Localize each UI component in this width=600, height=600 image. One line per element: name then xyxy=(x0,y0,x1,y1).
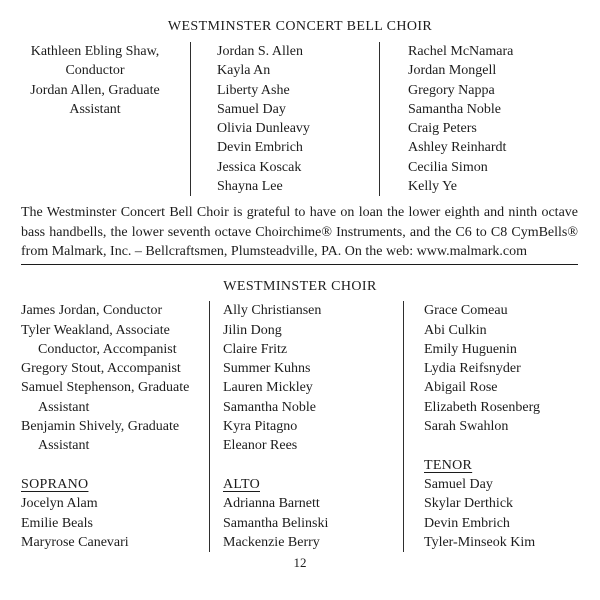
loan-acknowledgment-paragraph: The Westminster Concert Bell Choir is grateful to have on loan the lower eighth and ninth octave bass handbells, the lower seventh octave Choirchime® Instruments, and the C6 to C8 CymBells® from Malmark, Inc. – Bellcraftsmen, Plumsteadville, PA. On the web: www.malmark.com xyxy=(21,205,578,259)
roster-line: Emilie Beals xyxy=(21,515,93,531)
roster-line: James Jordan, Conductor xyxy=(21,303,163,319)
member-name: Samuel Day xyxy=(217,101,286,117)
roster-line: Mackenzie Berry xyxy=(223,534,320,550)
member-name: Craig Peters xyxy=(408,121,477,137)
roster-line: Sarah Swahlon xyxy=(424,419,509,435)
member-name: Liberty Ashe xyxy=(217,82,290,98)
member-name: Ashley Reinhardt xyxy=(408,140,507,156)
roster-line: Benjamin Shively, Graduate xyxy=(21,419,180,435)
staff-line: Assistant xyxy=(69,101,121,117)
roster-line: Samuel Stephenson, Graduate xyxy=(21,380,190,396)
member-name: Cecilia Simon xyxy=(408,159,488,175)
roster-line: Samantha Belinski xyxy=(223,515,329,531)
staff-line: Kathleen Ebling Shaw, xyxy=(30,44,160,59)
roster-line: Gregory Stout, Accompanist xyxy=(21,361,181,377)
member-name: Kelly Ye xyxy=(408,179,458,195)
roster-line xyxy=(223,456,403,475)
roster-line: Conductor, Accompanist xyxy=(38,341,177,357)
member-name: Jordan Mongell xyxy=(408,63,497,79)
section-divider xyxy=(21,264,578,265)
roster-line: TENOR xyxy=(424,457,473,473)
roster-line: Kyra Pitagno xyxy=(223,419,298,435)
staff-line: Conductor xyxy=(65,63,125,79)
roster-line: Lauren Mickley xyxy=(223,380,313,396)
choir-members-alto-column xyxy=(209,301,403,552)
roster-line: Jilin Dong xyxy=(223,322,282,338)
member-name: Kayla An xyxy=(217,63,271,79)
roster-line: Skylar Derthick xyxy=(424,496,514,512)
roster-line: Assistant xyxy=(38,438,90,454)
bell-choir-staff-column xyxy=(0,42,190,119)
bell-choir-members-column-2 xyxy=(379,42,600,196)
roster-line: Grace Comeau xyxy=(424,303,508,319)
roster-line xyxy=(424,436,600,455)
roster-line: Emily Huguenin xyxy=(424,341,517,357)
roster-line xyxy=(21,456,209,475)
bell-choir-roster xyxy=(0,42,600,196)
roster-line: Claire Fritz xyxy=(223,341,288,357)
choir-staff-soprano-column xyxy=(0,301,209,552)
roster-line: Abi Culkin xyxy=(424,322,487,338)
roster-line: SOPRANO xyxy=(21,476,89,492)
member-name: Samantha Noble xyxy=(408,101,501,117)
roster-line: Tyler Weakland, Associate xyxy=(21,322,170,338)
member-name: Rachel McNamara xyxy=(408,44,514,59)
member-name: Olivia Dunleavy xyxy=(217,121,310,137)
roster-line: Maryrose Canevari xyxy=(21,534,129,550)
member-name: Jessica Koscak xyxy=(217,159,302,175)
staff-line: Jordan Allen, Graduate xyxy=(30,82,160,98)
roster-line: Lydia Reifsnyder xyxy=(424,361,521,377)
westminster-choir-title: WESTMINSTER CHOIR xyxy=(223,279,377,295)
roster-line: Ally Christiansen xyxy=(223,303,322,319)
bell-choir-title: WESTMINSTER CONCERT BELL CHOIR xyxy=(167,19,433,34)
roster-line: Tyler-Minseok Kim xyxy=(424,534,536,550)
roster-line: Abigail Rose xyxy=(424,380,498,396)
roster-line: Samuel Day xyxy=(424,476,493,492)
roster-line: Assistant xyxy=(38,399,90,415)
westminster-choir-roster xyxy=(0,301,600,552)
roster-line: Jocelyn Alam xyxy=(21,496,98,512)
member-name: Jordan S. Allen xyxy=(217,44,303,59)
member-name: Shayna Lee xyxy=(217,179,283,195)
roster-line: Eleanor Rees xyxy=(223,438,298,454)
roster-line: Samantha Noble xyxy=(223,399,316,415)
roster-line: Devin Embrich xyxy=(424,515,510,531)
roster-line: Adrianna Barnett xyxy=(223,496,320,512)
choir-members-tenor-column xyxy=(403,301,600,552)
bell-choir-members-column-1 xyxy=(190,42,379,196)
roster-line: Summer Kuhns xyxy=(223,361,311,377)
roster-line: Elizabeth Rosenberg xyxy=(424,399,540,415)
roster-line: ALTO xyxy=(223,476,260,492)
page-number: 12 xyxy=(293,555,307,571)
member-name: Gregory Nappa xyxy=(408,82,495,98)
member-name: Devin Embrich xyxy=(217,140,303,156)
